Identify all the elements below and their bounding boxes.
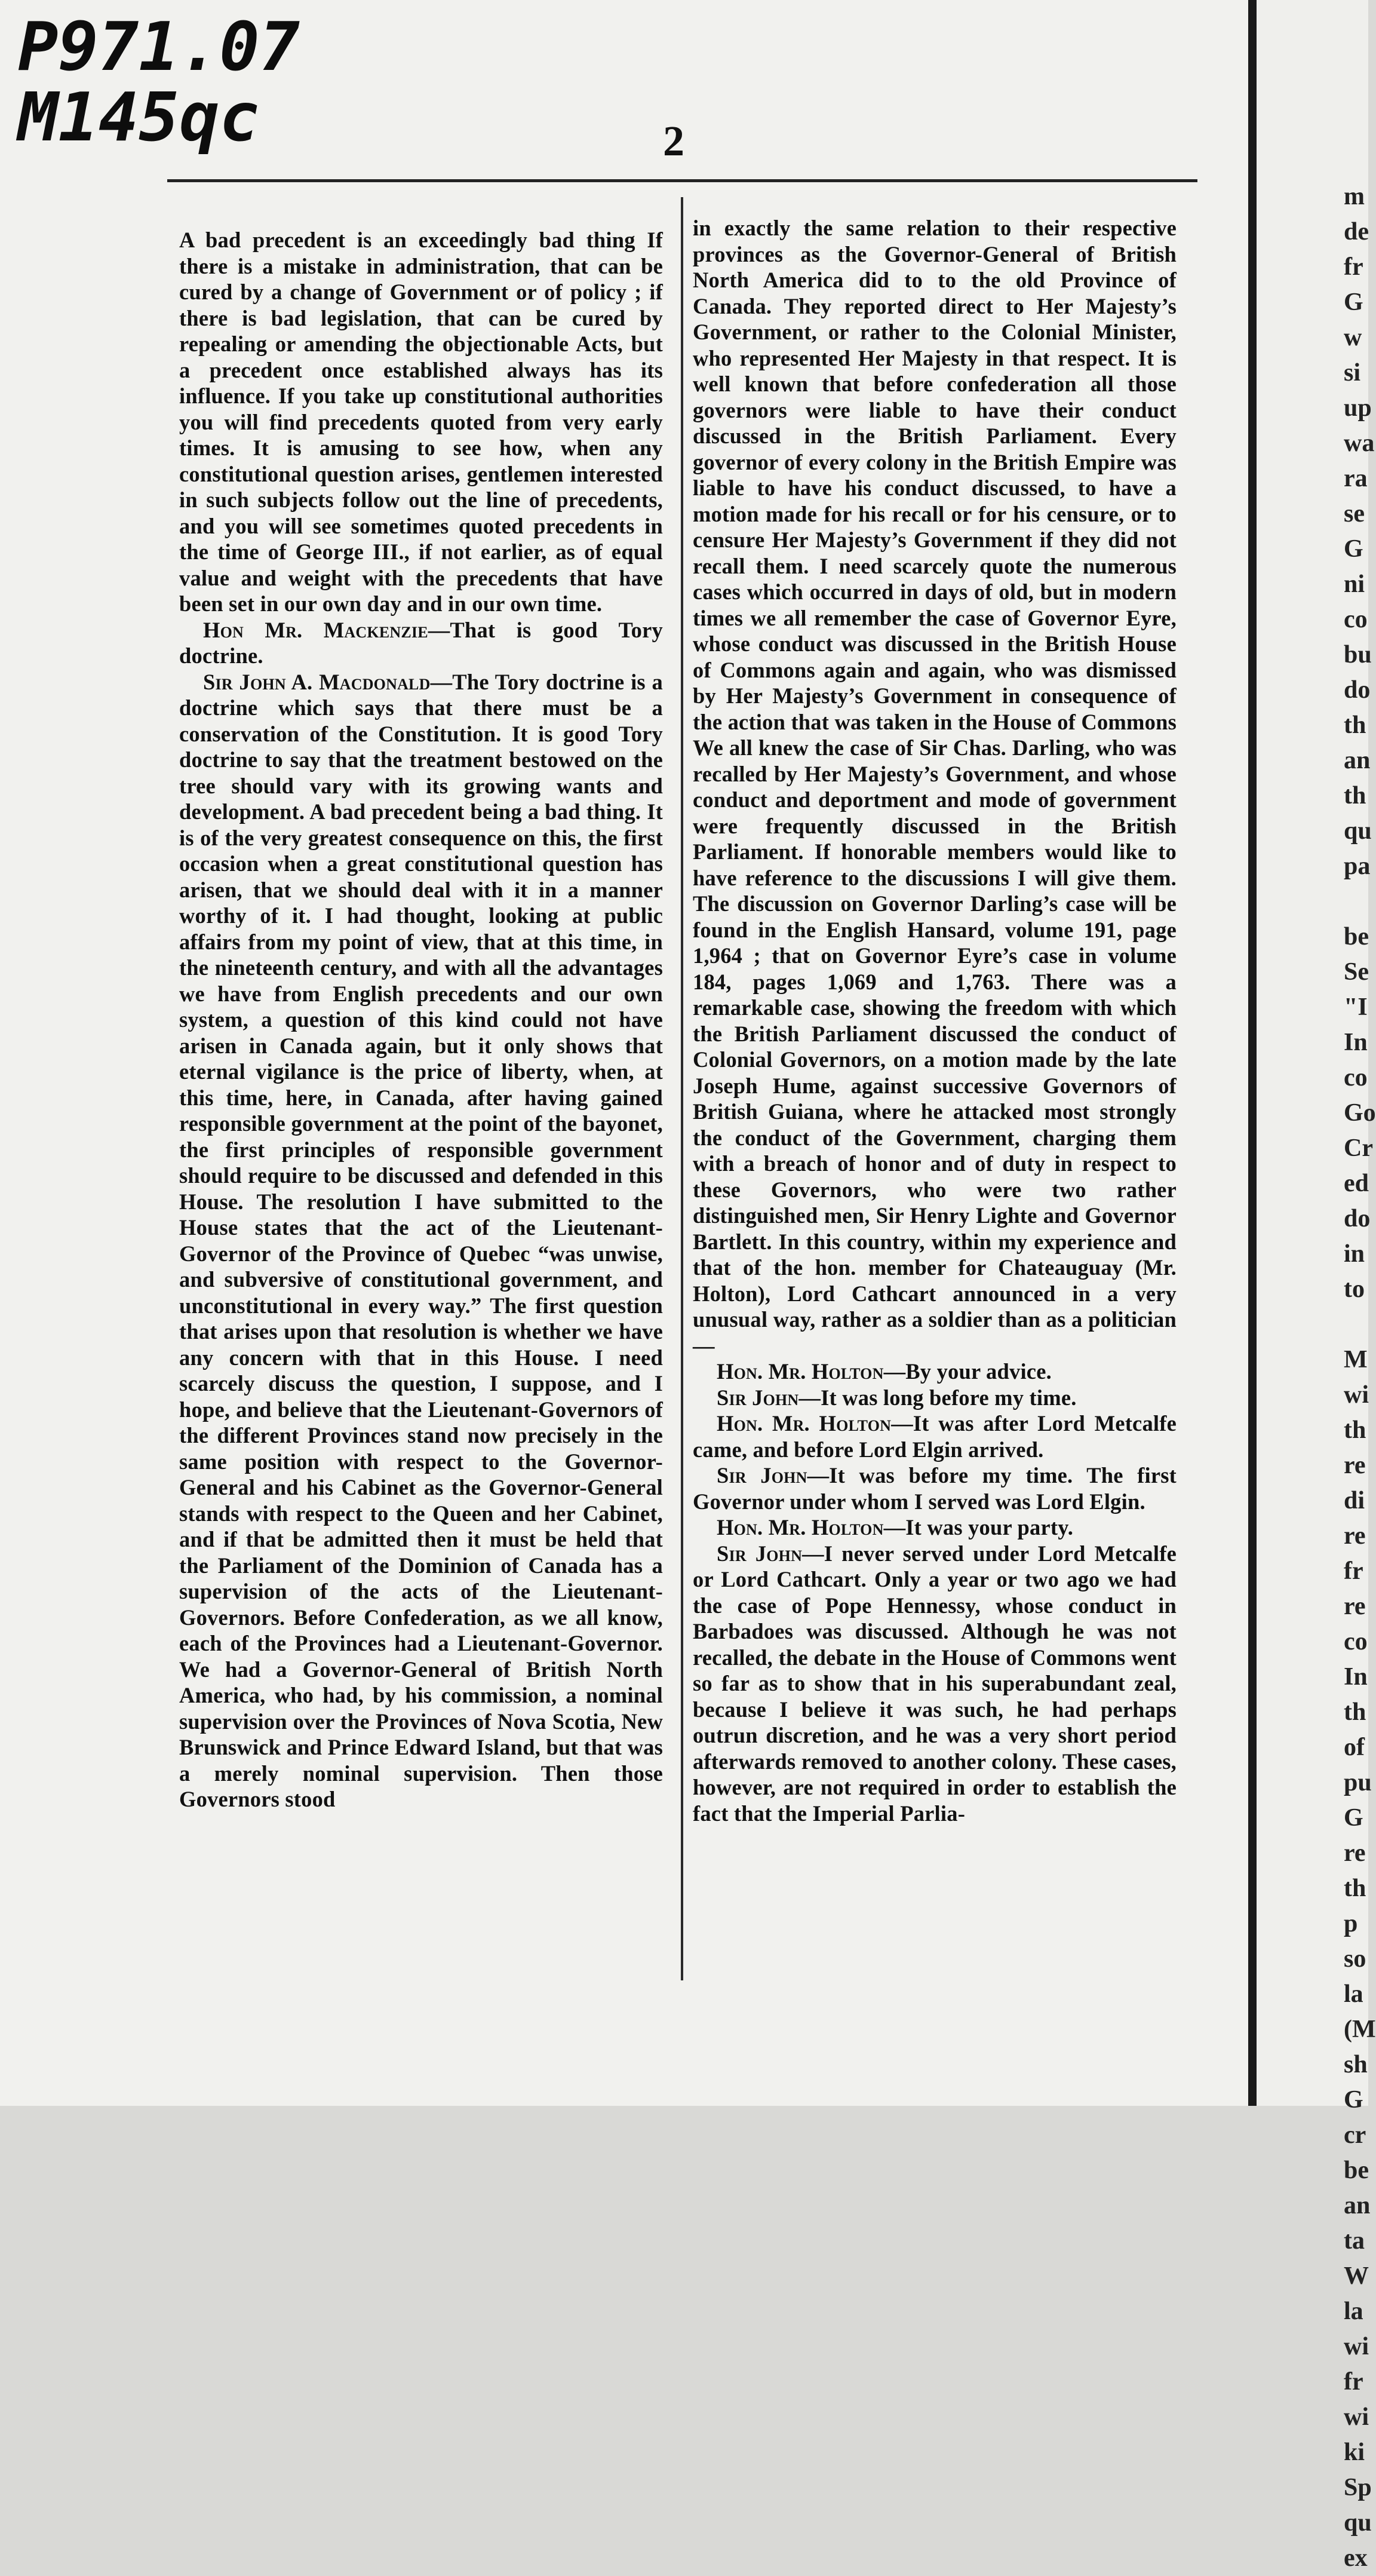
edge-fragment: w bbox=[1344, 324, 1362, 351]
column-divider bbox=[681, 197, 683, 1980]
edge-fragment: ex bbox=[1344, 2544, 1368, 2572]
paragraph-text: in exactly the same relation to their respective provinces as the Governor-General of British North America did to to the old Province of Canada. They reported direct to Her Majesty’s Government, or rather to the Colonial Minister, who represented Her Majesty in that respect. It is well known that before confederation all those governors were liable to have their conduct discussed in the British Parliament. Every governor of every colony in the British Empire was liable to have his conduct discussed, to have a motion made for his recall or for his censure, or to censure Her Majesty’s Government if they did not recall them. I need scarcely quote the numerous cases which occurred in days of old, but in modern times we all remember the case of Governor Eyre, whose conduct was discussed in the British House of Commons again and again, who was dismissed by Her Majesty’s Government in consequence of the action that was taken in the House of Commons We all knew the case of Sir Chas. Darling, who was recalled by Her Majesty’s Government, and whose conduct and deportment and mode of government were frequently discussed in the British Parliament. If honorable members would like to have reference to the discussions I will give them. The discussion on Governor Darling’s case will be found in the English Hansard, volume 191, page 1,964 ; that on Governor Eyre’s case in volume 184, pages 1,069 and 1,763. There was a remarkable case, showing the freedom with which the British Parliament discussed the conduct of Colonial Governors, on a motion made by the late Joseph Hume, against successive Governors of British Guiana, where he attacked most strongly the conduct of the Government, charging them with a breach of honor and of duty in respect to these Governors, who were two rather distinguished men, Sir Henry Lighte and Governor Bartlett. In this country, within my experience and that of the hon. member for Chateauguay (Mr. Holton), Lord Cathcart announced in a very unusual way, rather as a soldier than as a politician— bbox=[693, 216, 1177, 1358]
edge-fragment: th bbox=[1344, 1875, 1366, 1902]
call-number-line2: M145qc bbox=[18, 79, 260, 157]
edge-fragment: la bbox=[1344, 1980, 1363, 2008]
edge-fragment: bu bbox=[1344, 641, 1372, 668]
paragraph bbox=[693, 1358, 1177, 1385]
edge-fragment: Se bbox=[1344, 958, 1369, 986]
edge-fragment: re bbox=[1344, 1839, 1366, 1867]
edge-fragment: wi bbox=[1344, 1381, 1369, 1409]
paragraph bbox=[179, 227, 663, 617]
edge-fragment: Sp bbox=[1344, 2474, 1372, 2501]
edge-fragment: ki bbox=[1344, 2439, 1365, 2466]
edge-fragment: G bbox=[1344, 289, 1363, 316]
edge-fragment: M bbox=[1344, 1346, 1368, 1373]
edge-fragment: fr bbox=[1344, 2368, 1363, 2396]
edge-fragment: th bbox=[1344, 1698, 1366, 1726]
edge-fragment: co bbox=[1344, 606, 1368, 633]
edge-fragment: G bbox=[1344, 2086, 1363, 2114]
paragraph-text: —It was before my time. The first Governor under whom I served was Lord Elgin. bbox=[693, 1463, 1177, 1514]
edge-fragment: fr bbox=[1344, 253, 1363, 281]
adjacent-page-text bbox=[1344, 179, 1376, 2576]
edge-fragment: la bbox=[1344, 2298, 1363, 2325]
paragraph-text: —The Tory doctrine is a doctrine which says that there must be a conservation of the Constitution. It is good Tory doctrine to say that the treatment bestowed on the tree should vary with its growing wants and development. A bad precedent being a bad thing. It is of the very greatest consequence on this, the first occasion when a great constitutional question has arisen, that we should deal with it in a manner worthy of it. I had thought, looking at public affairs from my point of view, that at this time, in the nineteenth century, and with all the advantages we have from English precedents and our own system, a question of this kind could not have arisen in Canada again, but it only shows that eternal vigilance is the price of liberty, when, at this time, here, in Canada, after having gained responsible government at the point of the bayonet, the first principles of responsible government should require to be discussed and defended in this House. The resolution I have submitted to the House states that the act of the Lieutenant-Governor of the Province of Quebec “was unwise, and subversive of constitutional government, and unconstitutional in every way.” The first question that arises upon that resolution is whether we have any concern with that in this House. I need scarcely discuss the question, I suppose, and I hope, and believe that the Lieutenant-Governors of the different Provinces stand now precisely in the same position with respect to the Governor-General and his Cabinet as the Governor-General stands with respect to the Queen and her Cabinet, and if that be admitted then it must be held that the Parliament of the Dominion of Canada has a supervision of the acts of the Lieutenant-Governors. Before Confederation, as we all know, each of the Provinces had a Lieutenant-Governor. We had a Governor-General of British North America, who had, by his commission, a nominal supervision over the Provinces of Nova Scotia, New Brunswick and Prince Edward Island, but that was a merely nominal supervision. Then those Governors stood bbox=[179, 669, 664, 1811]
edge-fragment: up bbox=[1344, 394, 1372, 422]
speaker-name: Hon Mr. Mackenzie bbox=[203, 617, 428, 642]
edge-fragment bbox=[1344, 884, 1368, 919]
edge-fragment: an bbox=[1344, 747, 1371, 774]
edge-fragment: Go bbox=[1344, 1099, 1376, 1127]
edge-fragment: ed bbox=[1344, 1170, 1369, 1197]
edge-fragment: re bbox=[1344, 1593, 1366, 1620]
edge-fragment: fr bbox=[1344, 1557, 1363, 1585]
edge-fragment: ra bbox=[1344, 465, 1368, 492]
edge-fragment: ni bbox=[1344, 571, 1365, 598]
paragraph bbox=[693, 1462, 1177, 1514]
edge-fragment: th bbox=[1344, 1416, 1366, 1444]
paragraph bbox=[179, 669, 663, 1813]
paragraph bbox=[179, 617, 663, 669]
edge-fragment: do bbox=[1344, 1205, 1371, 1232]
edge-fragment: so bbox=[1344, 1945, 1366, 1973]
edge-fragment: ta bbox=[1344, 2227, 1365, 2255]
edge-fragment: pa bbox=[1344, 852, 1371, 880]
edge-fragment: (M bbox=[1344, 2016, 1376, 2043]
paragraph bbox=[693, 1541, 1177, 1827]
paragraph bbox=[693, 1514, 1177, 1541]
edge-fragment: m bbox=[1344, 183, 1365, 210]
edge-fragment: wa bbox=[1344, 430, 1375, 457]
edge-fragment: th bbox=[1344, 782, 1366, 809]
paragraph-text: —By your advice. bbox=[883, 1359, 1052, 1384]
edge-fragment: do bbox=[1344, 676, 1371, 704]
edge-fragment: wi bbox=[1344, 2333, 1369, 2360]
edge-fragment: an bbox=[1344, 2192, 1371, 2219]
edge-fragment bbox=[1344, 1307, 1368, 1342]
page-number: 2 bbox=[663, 117, 684, 165]
edge-fragment: of bbox=[1344, 1734, 1365, 1761]
paragraph-text: —It was after Lord Metcalfe came, and before Lord Elgin arrived. bbox=[693, 1411, 1177, 1462]
paragraph-text: —It was long before my time. bbox=[798, 1385, 1077, 1410]
header-rule bbox=[167, 179, 1197, 182]
call-number bbox=[18, 8, 300, 157]
edge-fragment: co bbox=[1344, 1628, 1368, 1655]
edge-fragment: be bbox=[1344, 2157, 1369, 2184]
speaker-name: Hon. Mr. Holton bbox=[717, 1515, 884, 1540]
edge-fragment: co bbox=[1344, 1064, 1368, 1091]
edge-fragment: p bbox=[1344, 1910, 1358, 1937]
speaker-name: Sir John bbox=[717, 1385, 799, 1410]
edge-fragment: si bbox=[1344, 359, 1361, 387]
speaker-name: Hon. Mr. Holton bbox=[717, 1359, 884, 1384]
paragraph bbox=[693, 1385, 1177, 1411]
edge-fragment: W bbox=[1344, 2262, 1369, 2290]
edge-fragment: qu bbox=[1344, 2509, 1372, 2537]
right-column bbox=[693, 215, 1177, 1826]
edge-fragment: "I bbox=[1344, 993, 1368, 1021]
edge-fragment: pu bbox=[1344, 1769, 1372, 1796]
paragraph bbox=[693, 1410, 1177, 1462]
edge-fragment: se bbox=[1344, 500, 1365, 528]
edge-fragment: wi bbox=[1344, 2403, 1369, 2431]
paragraph bbox=[693, 215, 1177, 1358]
edge-fragment: to bbox=[1344, 1275, 1365, 1303]
speaker-name: Sir John A. Macdonald bbox=[203, 669, 431, 694]
left-column bbox=[179, 227, 663, 1813]
edge-fragment: re bbox=[1344, 1522, 1366, 1550]
call-number-line1: P971.07 bbox=[18, 8, 300, 86]
edge-fragment: G bbox=[1344, 1804, 1363, 1832]
edge-fragment: In bbox=[1344, 1663, 1368, 1691]
speaker-name: Sir John bbox=[717, 1463, 807, 1488]
paragraph-text: —That is good Tory doctrine. bbox=[179, 617, 663, 668]
edge-fragment: In bbox=[1344, 1029, 1368, 1056]
edge-fragment: di bbox=[1344, 1487, 1365, 1514]
paragraph-text: —I never served under Lord Metcalfe or Lord Cathcart. Only a year or two ago we had the case of Pope Hennessy, whose conduct in Barbadoes was discussed. Although he was not recalled, the debate in the House of Commons went so far as to show that in his superabundant zeal, because I believe it was such, he had perhaps outrun discretion, and he was a very short period afterwards removed to another colony. These cases, however, are not required in order to establish the fact that the Imperial Parlia- bbox=[693, 1541, 1177, 1826]
edge-fragment: qu bbox=[1344, 817, 1372, 845]
edge-fragment: de bbox=[1344, 218, 1369, 246]
edge-fragment: cr bbox=[1344, 2121, 1366, 2149]
edge-fragment: be bbox=[1344, 923, 1369, 950]
speaker-name: Sir John bbox=[717, 1541, 803, 1566]
paragraph-text: —It was your party. bbox=[883, 1515, 1074, 1540]
edge-fragment: th bbox=[1344, 712, 1366, 739]
edge-fragment: Cr bbox=[1344, 1134, 1373, 1162]
edge-fragment: re bbox=[1344, 1452, 1366, 1479]
edge-fragment: sh bbox=[1344, 2051, 1368, 2078]
edge-fragment: G bbox=[1344, 535, 1363, 563]
paragraph-text: A bad precedent is an exceedingly bad thing If there is a mistake in administration, that can be cured by a change of Government or of policy ; if there is bad legislation, that can be cured by repealing or amending the objectionable Acts, but a precedent once established always has its influence. If you take up constitutional authorities you will find precedents quoted from very early times. It is amusing to see how, when any constitutional question arises, gentlemen interested in such subjects follow out the line of precedents, and you will see sometimes quoted precedents in the time of George III., if not earlier, as of equal value and weight with the precedents that have been set in our own day and in our own time. bbox=[179, 228, 663, 616]
speaker-name: Hon. Mr. Holton bbox=[717, 1411, 892, 1436]
edge-fragment: in bbox=[1344, 1240, 1365, 1268]
